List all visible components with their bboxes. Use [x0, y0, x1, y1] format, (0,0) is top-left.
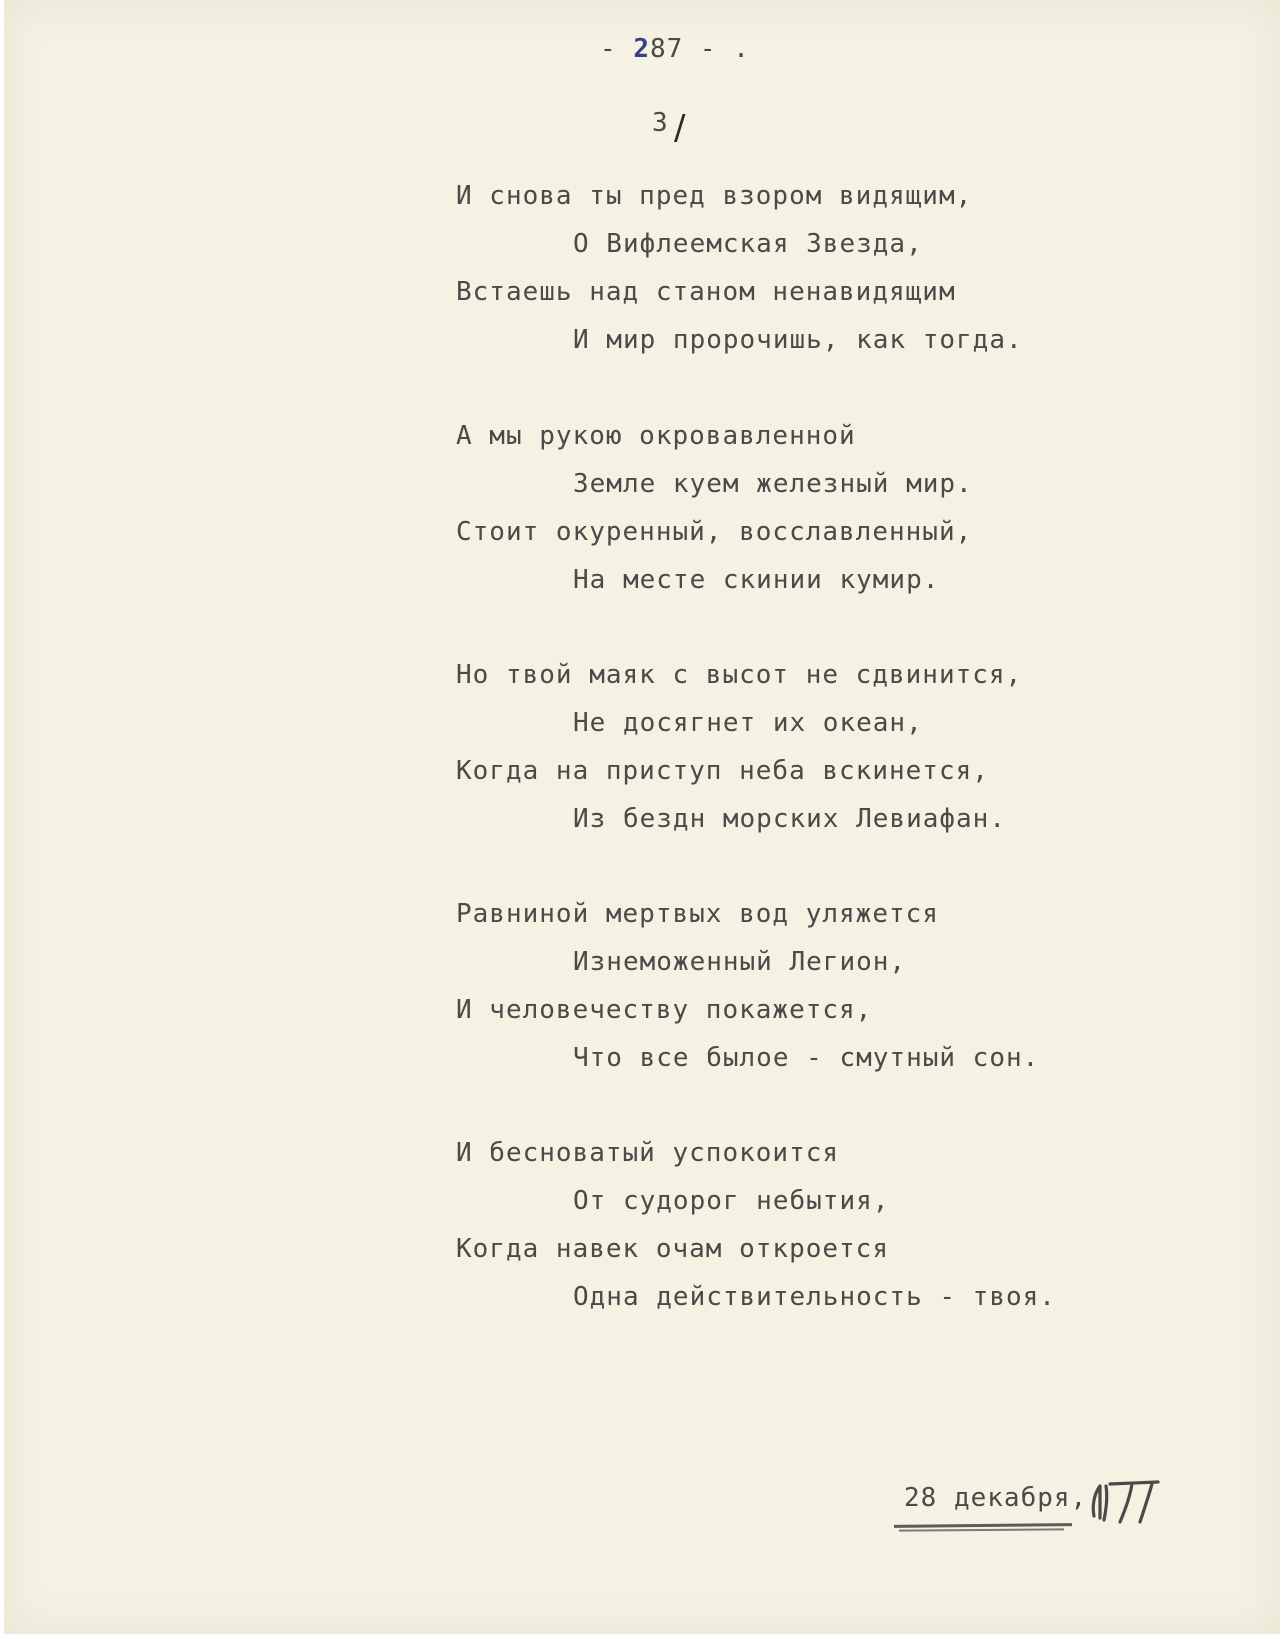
date-underline-second-stroke [899, 1528, 1064, 1531]
poem-line: О Вифлеемская Звезда, [573, 229, 923, 259]
poem-line: А мы рукою окровавленной [456, 421, 856, 451]
date-underline [894, 1523, 1072, 1528]
page-number-suffix: - . [683, 34, 750, 64]
poem-line: Встаешь над станом ненавидящим [456, 277, 956, 307]
poem-line: Изнеможенный Легион, [573, 947, 907, 977]
poem-line: Равниной мертвых вод уляжется [456, 899, 939, 929]
poem-line: Когда на приступ неба вскинется, [456, 756, 989, 786]
poem-line: И человечеству покажется, [456, 995, 873, 1025]
section-slash-mark: / [674, 108, 686, 148]
poem-line: И мир пророчишь, как тогда. [573, 325, 1023, 355]
paper-sheet [4, 0, 1280, 1634]
section-number: 3 [652, 108, 669, 138]
poem-line: Одна действительность - твоя. [573, 1282, 1056, 1312]
poem-line: Земле куем железный мир. [573, 469, 973, 499]
date-line: 28 декабря, [904, 1483, 1088, 1513]
poem-line: Что все былое - смутный сон. [573, 1043, 1040, 1073]
page-number-prefix: - [600, 34, 634, 64]
page-number [600, 34, 750, 64]
poem-line: И бесноватый успокоится [456, 1138, 840, 1168]
poem-line: И снова ты пред взором видящим, [456, 181, 973, 211]
poem-line: Стоит окуренный, восславленный, [456, 517, 973, 547]
page-number-handwritten-digit: 2 [633, 34, 650, 64]
poem-line: Не досягнет их океан, [573, 708, 923, 738]
poem-line: От судорог небытия, [573, 1186, 890, 1216]
poem-line: Но твой маяк с высот не сдвинится, [456, 660, 1023, 690]
page-number-typed: 87 [649, 34, 684, 64]
poem-line: На месте скинии кумир. [573, 565, 940, 595]
handwritten-signature [1086, 1478, 1166, 1526]
poem-line: Когда навек очам откроется [456, 1234, 889, 1264]
poem-line: Из бездн морских Левиафан. [573, 804, 1006, 834]
